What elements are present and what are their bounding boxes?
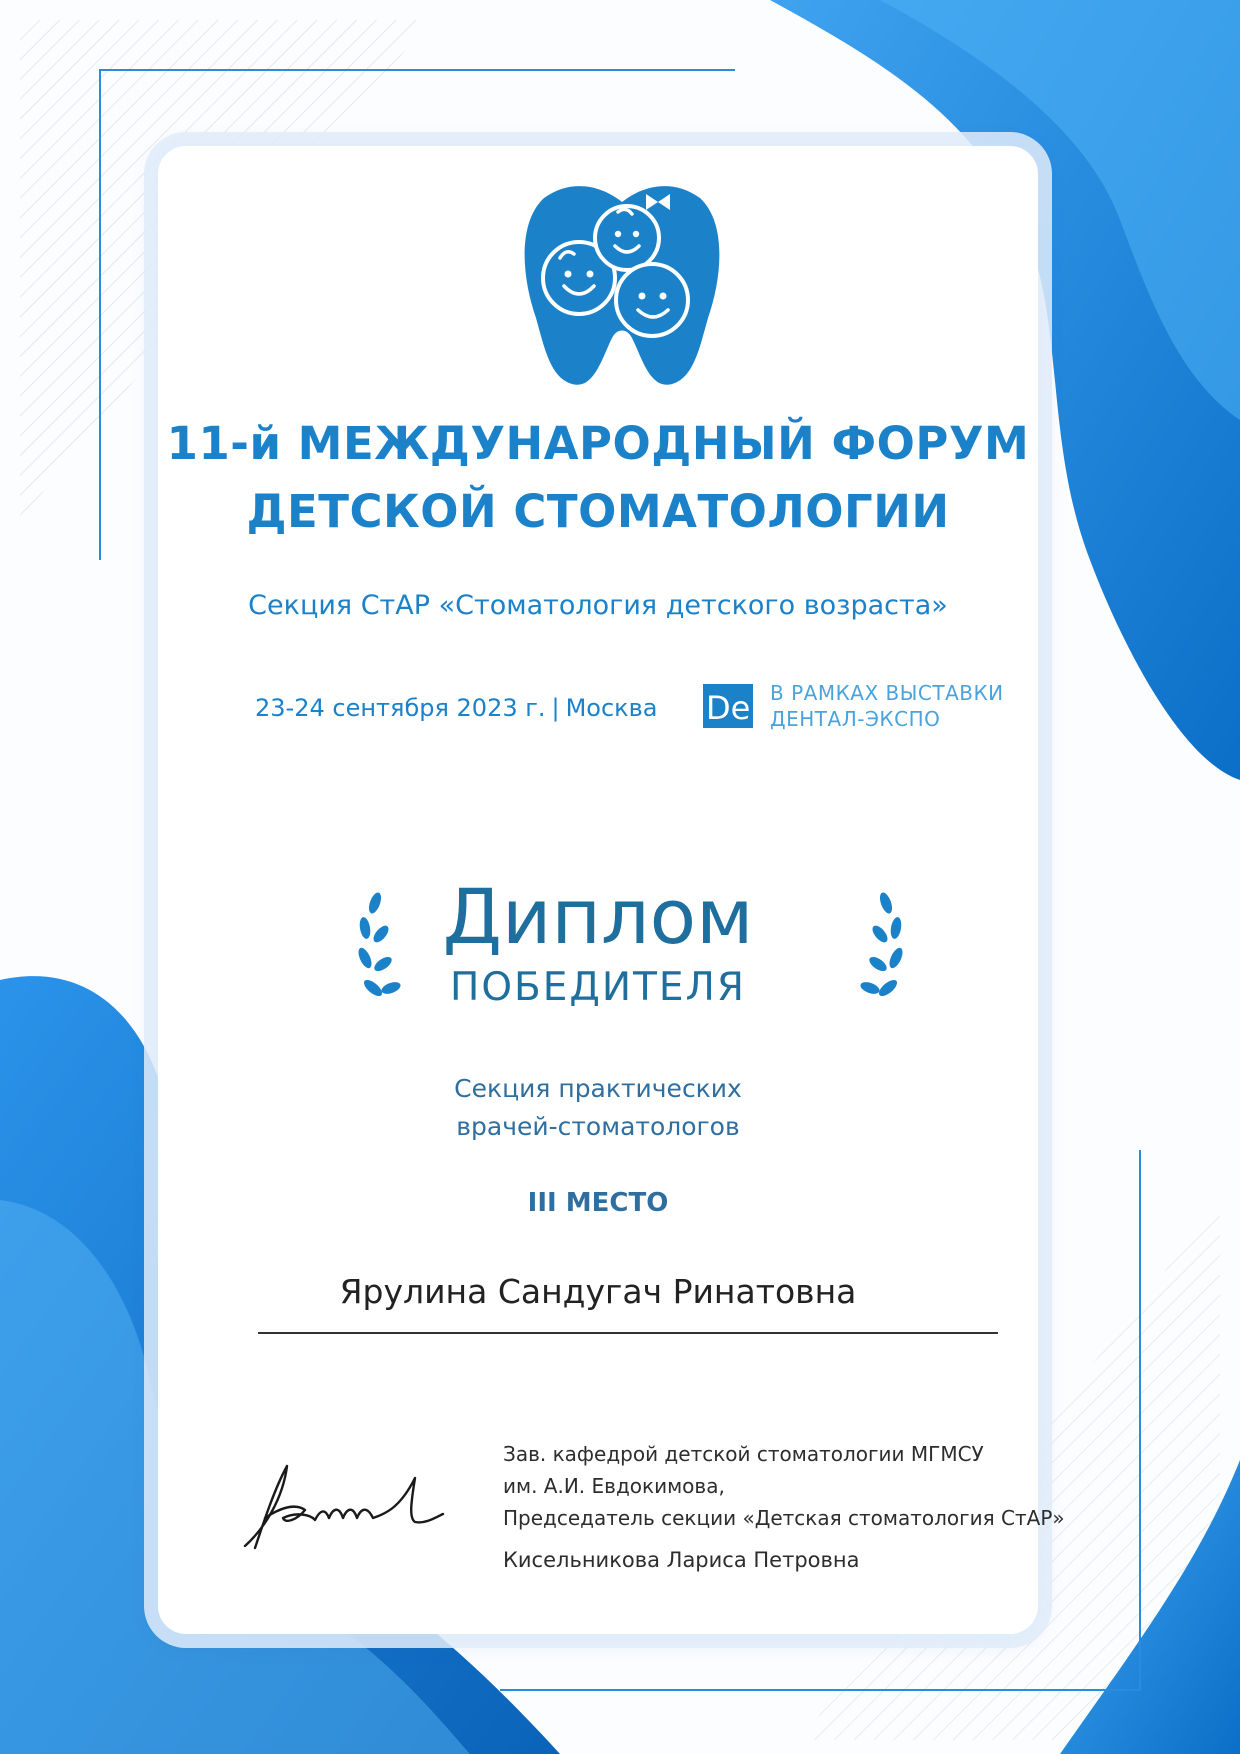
expo-line-1: В РАМКАХ ВЫСТАВКИ [770, 681, 1004, 705]
signer-name: Кисельникова Лариса Петровна [503, 1548, 860, 1572]
name-underline [258, 1332, 998, 1334]
signer-position-2: им. А.И. Евдокимова, [503, 1474, 725, 1498]
signer-position-3: Председатель секции «Детская стоматология СтАР» [503, 1506, 1065, 1530]
diploma-title: Диплом [442, 872, 754, 961]
award-category [158, 1070, 1038, 1146]
expo-note [770, 680, 1004, 732]
date-place [255, 694, 658, 722]
category-line-2: врачей-стоматологов [456, 1112, 740, 1141]
signer-position-1: Зав. кафедрой детской стоматологии МГМСУ [503, 1442, 984, 1466]
forum-title-line-1: 11-й МЕЖДУНАРОДНЫЙ ФОРУМ [166, 417, 1030, 470]
event-dates: 23-24 сентября 2023 г. [255, 694, 546, 722]
section-title: Секция СтАР «Стоматология детского возраста» [248, 590, 948, 621]
badge-text: De [706, 689, 751, 727]
winner-name: Ярулина Сандугач Ринатовна [339, 1272, 857, 1311]
handwritten-signature [225, 1448, 455, 1558]
signer-block [503, 1438, 1065, 1576]
date-separator: | [551, 694, 560, 722]
award-place: III МЕСТО [527, 1188, 669, 1218]
dental-expo-badge [703, 684, 753, 728]
category-line-1: Секция практических [454, 1074, 742, 1103]
diploma-subtitle: ПОБЕДИТЕЛЯ [450, 965, 746, 1010]
forum-logo [522, 178, 722, 393]
expo-line-2: ДЕНТАЛ-ЭКСПО [770, 707, 941, 731]
event-city: Москва [565, 694, 658, 722]
forum-title-line-2: ДЕТСКОЙ СТОМАТОЛОГИИ [246, 485, 950, 538]
